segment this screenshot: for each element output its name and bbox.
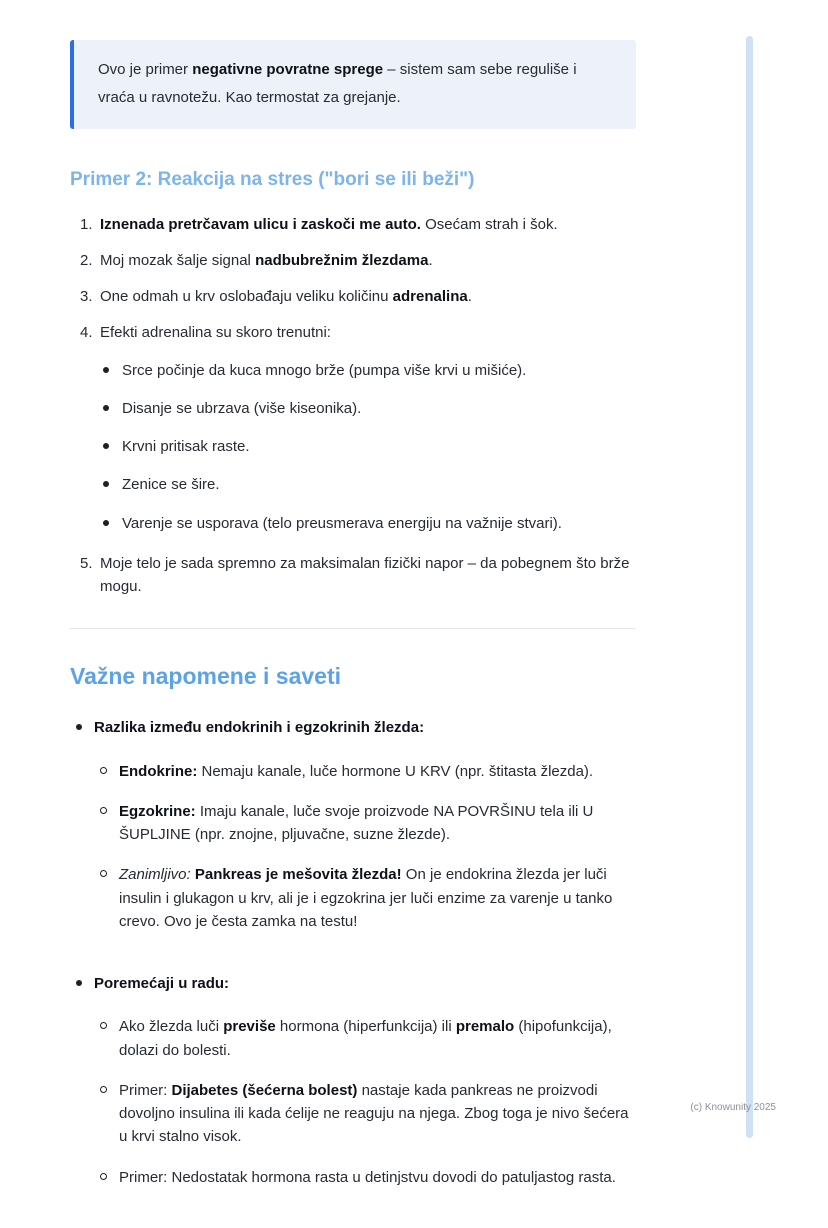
circle-bullet-icon	[100, 767, 107, 774]
bullet-icon	[76, 980, 82, 986]
disorders-list	[98, 1015, 636, 1189]
copyright-text: (c) Knowunity 2025	[690, 1102, 776, 1113]
list-item-text: Primer: Dijabetes (šećerna bolest) nastaje kada pankreas ne proizvodi dovoljno insulina ili kada ćelije ne reaguju na njega. Zbog toga je nivo šećera u krvi stalno visok.	[119, 1081, 629, 1146]
list-item-text: Srce počinje da kuca mnogo brže (pumpa više krvi u mišiće).	[122, 361, 527, 379]
circle-bullet-icon	[100, 1086, 107, 1093]
list-item-text: Primer: Nedostatak hormona rasta u detinjstvu dovodi do patuljastog rasta.	[119, 1168, 616, 1186]
list-item	[98, 800, 636, 847]
list-item-text: Egzokrine: Imaju kanale, luče svoje proizvode NA POVRŠINU tela ili U ŠUPLJINE (npr. znojne, pljuvačne, suzne žlezde).	[119, 802, 594, 843]
list-item-text: Endokrine: Nemaju kanale, luče hormone U KRV (npr. štitasta žlezda).	[119, 762, 594, 780]
adrenaline-effects-list	[100, 359, 636, 535]
list-item	[100, 435, 636, 458]
list-item-text: Zenice se šire.	[122, 476, 220, 494]
list-item-lead: Razlika između endokrinih i egzokrinih žlezda:	[94, 719, 425, 737]
list-item-text: Krvni pritisak raste.	[122, 438, 250, 455]
bullet-icon	[103, 443, 109, 449]
list-item	[98, 1166, 636, 1189]
list-number: 3.	[80, 288, 93, 305]
list-item	[80, 213, 636, 236]
list-item-text: Disanje se ubrzava (više kiseonika).	[122, 399, 362, 417]
callout-text: Ovo je primer negativne povratne sprege – sistem sam sebe reguliše i vraća u ravnotežu. Kao termostat za grejanje.	[98, 61, 577, 106]
list-item	[98, 760, 636, 783]
bullet-icon	[103, 405, 109, 411]
list-item	[100, 473, 636, 496]
bullet-icon	[76, 724, 82, 730]
list-item-text: Varenje se usporava (telo preusmerava energiju na važnije stvari).	[122, 514, 562, 532]
list-item-lead: Poremećaji u radu:	[94, 975, 230, 992]
list-item-text: Ako žlezda luči previše hormona (hiperfunkcija) ili premalo (hipofunkcija), dolazi do bolesti.	[119, 1018, 612, 1059]
list-item	[80, 285, 636, 308]
bullet-icon	[103, 481, 109, 487]
list-number: 2.	[80, 251, 93, 269]
bullet-icon	[103, 367, 109, 373]
list-number: 5.	[80, 554, 93, 572]
section-divider	[70, 628, 636, 629]
circle-bullet-icon	[100, 807, 107, 814]
list-item	[98, 1015, 636, 1062]
list-item	[80, 552, 636, 599]
list-item	[80, 321, 636, 539]
list-item-text: Moje telo je sada spremno za maksimalan fizički napor – da pobegnem što brže mogu.	[100, 554, 630, 595]
info-callout	[70, 40, 636, 129]
list-item-text: One odmah u krv oslobađaju veliku količinu adrenalina.	[100, 288, 472, 305]
heading-primer-2: Primer 2: Reakcija na stres ("bori se ili beži")	[70, 168, 475, 190]
circle-bullet-icon	[100, 1022, 107, 1029]
circle-bullet-icon	[100, 870, 107, 877]
list-item	[98, 863, 636, 933]
note-content	[70, 40, 636, 1228]
bullet-icon	[103, 520, 109, 526]
list-item	[74, 716, 636, 950]
list-item-text: Iznenada pretrčavam ulicu i zaskoči me auto. Osećam strah i šok.	[100, 215, 558, 233]
notes-bullet-list	[70, 716, 636, 1206]
page-edge-stripe	[746, 36, 753, 1138]
list-item-text	[94, 716, 636, 950]
list-item	[98, 1079, 636, 1149]
list-item-lead: Efekti adrenalina su skoro trenutni:	[100, 324, 331, 342]
circle-bullet-icon	[100, 1173, 107, 1180]
list-item-text: Moj mozak šalje signal nadbubrežnim žlezdama.	[100, 251, 433, 269]
list-item	[100, 397, 636, 420]
list-item	[100, 512, 636, 535]
glands-difference-list	[98, 760, 636, 934]
list-number: 4.	[80, 324, 93, 342]
list-item-text: Zanimljivo: Pankreas je mešovita žlezda! On je endokrina žlezda jer luči insulin i glukagon u krv, ali je i egzokrina jer luči enzime za varenje u tanko crevo. Ovo je česta zamka na testu!	[119, 866, 613, 930]
heading-vazne-napomene: Važne napomene i saveti	[70, 663, 342, 690]
stress-numbered-list	[70, 213, 636, 599]
list-item	[80, 249, 636, 272]
list-number: 1.	[80, 215, 93, 233]
list-item-text	[100, 321, 636, 539]
list-item	[100, 359, 636, 382]
